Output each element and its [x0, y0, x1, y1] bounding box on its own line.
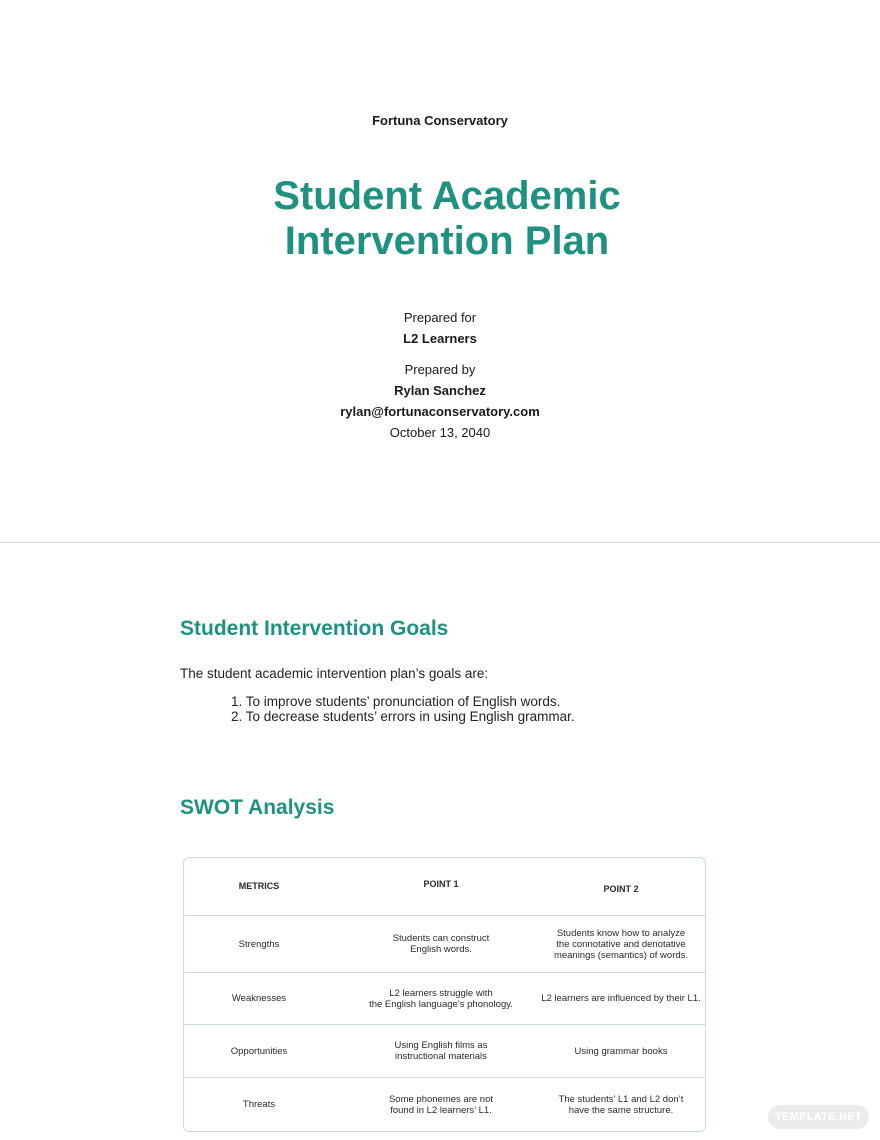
table-row [184, 973, 705, 1025]
metric-cell: Threats [242, 1099, 276, 1110]
swot-heading: SWOT Analysis [180, 796, 335, 819]
document-title [0, 174, 880, 264]
document-date: October 13, 2040 [389, 425, 491, 440]
prepared-for-label: Prepared for [403, 310, 477, 325]
author-email: rylan@fortunaconservatory.com [340, 404, 540, 419]
goals-list [231, 694, 575, 724]
point2-cell: Students know how to analyze the connotative and denotative meanings (semantics) of words. [553, 927, 689, 961]
point2-cell: Using grammar books [574, 1045, 668, 1057]
metric-cell: Opportunities [230, 1045, 288, 1057]
document-title-line2: Intervention Plan [284, 219, 610, 263]
column-header-metrics: METRICS [238, 881, 280, 891]
document-title-line1: Student Academic [273, 174, 621, 218]
goal-item: 1. To improve students’ pronunciation of English words. [231, 694, 561, 709]
template-watermark-badge[interactable]: TEMPLATE.NET [768, 1105, 869, 1129]
table-row [184, 1078, 705, 1131]
point2-cell: L2 learners are influenced by their L1. [541, 993, 701, 1004]
metric-cell: Strengths [238, 938, 280, 950]
point2-cell: The students’ L1 and L2 don’t have the same structure. [558, 1093, 684, 1116]
goals-intro: The student academic intervention plan’s goals are: [180, 666, 489, 681]
point1-cell: Students can construct English words. [392, 933, 490, 955]
swot-table [183, 857, 706, 1132]
author-name: Rylan Sanchez [394, 383, 486, 398]
table-header-row [184, 858, 705, 916]
column-header-point2: POINT 2 [603, 884, 639, 894]
point1-cell: Using English films as instructional materials [394, 1040, 488, 1062]
table-row [184, 916, 705, 973]
prepared-for-value: L2 Learners [403, 331, 477, 346]
metric-cell: Weaknesses [231, 993, 287, 1004]
section-divider [0, 542, 880, 543]
point1-cell: Some phonemes are not found in L2 learners’ L1. [388, 1093, 494, 1116]
column-header-point1: POINT 1 [423, 879, 459, 889]
table-row [184, 1025, 705, 1078]
organization-name: Fortuna Conservatory [372, 113, 508, 128]
goal-item: 2. To decrease students’ errors in using English grammar. [231, 709, 575, 724]
goals-heading: Student Intervention Goals [180, 617, 449, 640]
prepared-by-label: Prepared by [404, 362, 476, 377]
point1-cell: L2 learners struggle with the English language’s phonology. [369, 987, 513, 1010]
